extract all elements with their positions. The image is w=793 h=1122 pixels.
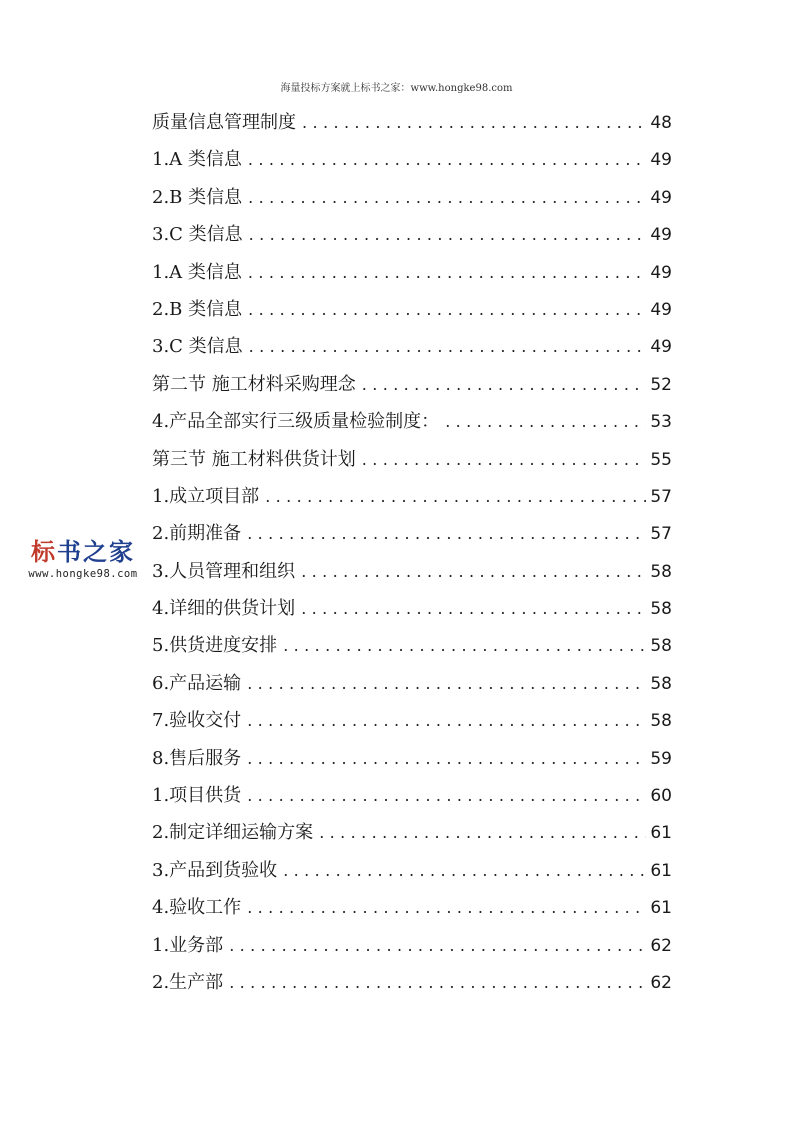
toc-entry-page: 61 [650, 898, 672, 919]
toc-leader-dots [445, 403, 646, 440]
toc-leader-dots [283, 627, 646, 664]
toc-entry-page: 58 [650, 599, 672, 620]
toc-entry-page: 59 [650, 748, 672, 769]
toc-leader-dots [247, 777, 646, 814]
toc-entry-title: 7.验收交付 [152, 710, 242, 732]
site-watermark [8, 538, 158, 580]
toc-entry-page: 49 [650, 337, 672, 358]
toc-entry-title: 4.验收工作 [152, 897, 242, 919]
toc-entry-page: 61 [650, 823, 672, 844]
toc-leader-dots [301, 590, 646, 627]
toc-leader-dots [248, 141, 646, 178]
toc-entry[interactable] [152, 216, 672, 253]
toc-entry-title: 3.产品到货验收 [152, 859, 278, 881]
toc-entry[interactable] [152, 403, 672, 440]
toc-entry-title: 1.成立项目部 [152, 485, 260, 507]
toc-entry-page: 53 [650, 412, 672, 433]
toc-entry-title: 第三节 施工材料供货计划 [152, 448, 356, 470]
toc-leader-dots [247, 665, 646, 702]
toc-entry-title: 1.业务部 [152, 934, 224, 956]
toc-entry[interactable] [152, 104, 672, 141]
toc-entry-title: 4.产品全部实行三级质量检验制度： [152, 411, 440, 433]
toc-leader-dots [229, 927, 646, 964]
toc-entry[interactable] [152, 291, 672, 328]
toc-leader-dots [247, 889, 646, 926]
toc-entry[interactable] [152, 328, 672, 365]
toc-entry-page: 58 [650, 561, 672, 582]
toc-leader-dots [283, 852, 646, 889]
toc-entry[interactable] [152, 254, 672, 291]
toc-entry[interactable] [152, 366, 672, 403]
toc-entry-title: 8.售后服务 [152, 747, 242, 769]
toc-entry-title: 4.详细的供货计划 [152, 598, 296, 620]
toc-entry-title: 6.产品运输 [152, 672, 242, 694]
toc-leader-dots [247, 740, 646, 777]
toc-entry-page: 48 [650, 113, 672, 133]
toc-entry-title: 3.C 类信息 [152, 224, 243, 246]
toc-entry-page: 49 [650, 150, 672, 171]
toc-entry[interactable] [152, 515, 672, 552]
toc-entry-title: 3.人员管理和组织 [152, 560, 296, 582]
toc-leader-dots [248, 291, 646, 328]
toc-leader-dots [301, 553, 646, 590]
toc-entry-title: 2.制定详细运输方案 [152, 822, 314, 844]
toc-entry[interactable] [152, 777, 672, 814]
toc-entry-title: 1.A 类信息 [152, 261, 242, 283]
toc-entry-title: 2.生产部 [152, 971, 224, 993]
toc-entry-page: 60 [650, 786, 672, 807]
toc-entry[interactable] [152, 964, 672, 1001]
toc-entry-page: 49 [650, 299, 672, 320]
toc-entry[interactable] [152, 927, 672, 964]
watermark-url: www.hongke98.com [28, 568, 138, 580]
toc-entry-title: 1.项目供货 [152, 785, 242, 807]
toc-entry[interactable] [152, 740, 672, 777]
toc-entry-page: 49 [650, 225, 672, 246]
toc-entry-page: 58 [650, 711, 672, 732]
table-of-contents [152, 104, 672, 1001]
toc-entry-title: 质量信息管理制度 [152, 112, 296, 133]
toc-entry[interactable] [152, 702, 672, 739]
toc-entry[interactable] [152, 478, 672, 515]
toc-entry-title: 2.B 类信息 [152, 298, 243, 320]
toc-entry[interactable] [152, 814, 672, 851]
toc-entry-page: 49 [650, 262, 672, 283]
toc-leader-dots [302, 104, 646, 141]
toc-leader-dots [249, 328, 647, 365]
toc-entry-page: 57 [650, 486, 672, 507]
toc-leader-dots [319, 814, 646, 851]
toc-entry-page: 58 [650, 673, 672, 694]
toc-leader-dots [249, 216, 647, 253]
toc-entry[interactable] [152, 665, 672, 702]
toc-leader-dots [362, 441, 647, 478]
toc-entry[interactable] [152, 889, 672, 926]
toc-entry-page: 55 [650, 449, 672, 470]
toc-entry-page: 61 [650, 860, 672, 881]
toc-entry[interactable] [152, 553, 672, 590]
toc-entry-title: 2.B 类信息 [152, 186, 243, 208]
toc-leader-dots [248, 254, 646, 291]
toc-entry-title: 5.供货进度安排 [152, 635, 278, 657]
toc-entry-title: 1.A 类信息 [152, 149, 242, 171]
watermark-logo-text: 书之家 [57, 538, 135, 566]
toc-leader-dots [362, 366, 647, 403]
toc-leader-dots [265, 478, 646, 515]
toc-entry-title: 3.C 类信息 [152, 336, 243, 358]
toc-entry[interactable] [152, 590, 672, 627]
toc-entry[interactable] [152, 627, 672, 664]
toc-entry[interactable] [152, 179, 672, 216]
watermark-logo [8, 538, 158, 566]
toc-entry-page: 62 [650, 972, 672, 993]
toc-entry[interactable] [152, 141, 672, 178]
toc-entry-page: 62 [650, 935, 672, 956]
toc-entry-title: 第二节 施工材料采购理念 [152, 373, 356, 395]
toc-entry-title: 2.前期准备 [152, 523, 242, 545]
toc-leader-dots [247, 515, 646, 552]
toc-entry[interactable] [152, 852, 672, 889]
toc-entry-page: 52 [650, 374, 672, 395]
toc-entry-page: 57 [650, 524, 672, 545]
toc-leader-dots [247, 702, 646, 739]
toc-entry-page: 58 [650, 636, 672, 657]
toc-leader-dots [248, 179, 646, 216]
toc-entry-page: 49 [650, 187, 672, 208]
toc-entry[interactable] [152, 441, 672, 478]
toc-leader-dots [229, 964, 646, 1001]
page-header: 海量投标方案就上标书之家：www.hongke98.com [280, 83, 513, 94]
watermark-logo-accent: 标 [31, 538, 57, 566]
